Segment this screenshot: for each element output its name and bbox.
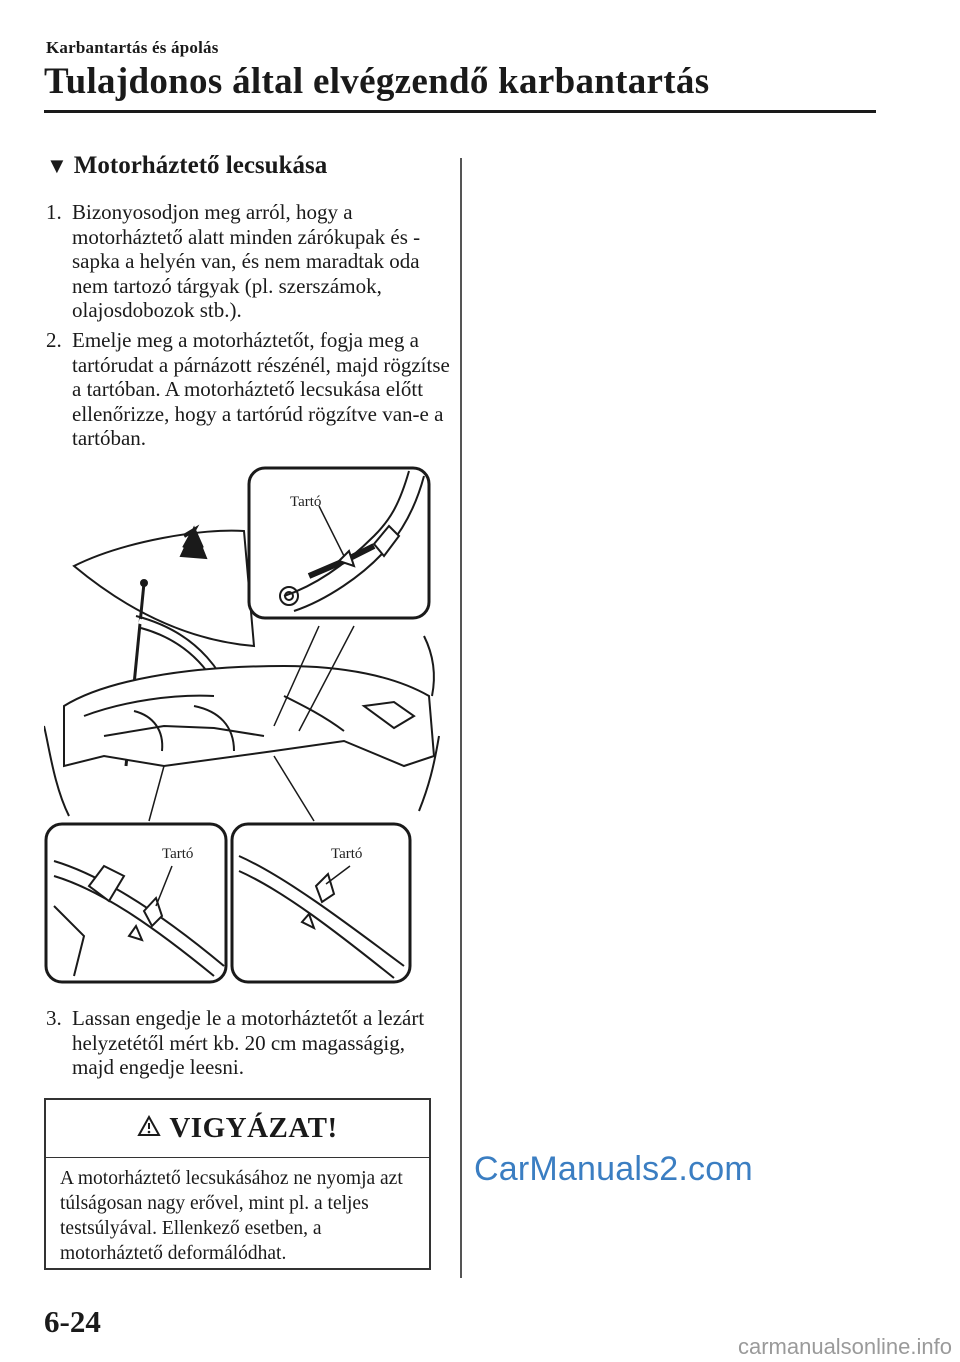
page-number: 6-24: [44, 1304, 101, 1339]
column-divider: [460, 158, 462, 1278]
warning-box: [44, 1098, 431, 1270]
step-number: 1.: [46, 200, 62, 224]
step-number: 3.: [46, 1006, 62, 1030]
figure-label-top: Tartó: [290, 494, 322, 510]
warning-triangle-icon: [137, 1115, 161, 1142]
step-text: Emelje meg a motorháztetőt, fogja meg a tartórudat a párnázott részénél, majd rögzítse a tartóban. A motorháztető lecsukása előtt ellenőrizze, hogy a tartórúd rögzítve van-e a tartóban.: [72, 328, 450, 450]
section-heading: [46, 152, 327, 180]
step-text: Lassan engedje le a motorháztetőt a lezárt helyzetétől mért kb. 20 cm magasságig, majd engedje leesni.: [72, 1006, 425, 1079]
warning-title: VIGYÁZAT!: [169, 1112, 338, 1144]
watermark: CarManuals2.com: [474, 1150, 753, 1188]
title-rule: [44, 110, 876, 113]
warning-header: [46, 1100, 429, 1158]
figure-label-bottom-left: Tartó: [162, 846, 194, 862]
step-2: [46, 328, 451, 451]
step-1: [46, 200, 451, 323]
hood-support-figure: [44, 466, 444, 986]
inset-bottom-right: [232, 824, 410, 982]
step-number: 2.: [46, 328, 62, 352]
inset-bottom-left: [46, 824, 226, 982]
step-text: Bizonyosodjon meg arról, hogy a motorháztető alatt minden zárókupak és -sapka a helyén van, és nem maradtak oda nem tartozó tárgyak (pl. szerszámok, olajosdobozok stb.).: [72, 200, 421, 322]
step-3: [46, 1006, 451, 1080]
section-heading-text: Motorháztető lecsukása: [73, 152, 328, 179]
figure-label-bottom-right: Tartó: [331, 846, 363, 862]
breadcrumb: Karbantartás és ápolás: [46, 38, 219, 57]
triangle-down-icon: ▼: [46, 153, 68, 178]
footer-site-link[interactable]: carmanualsonline.info: [737, 1334, 952, 1359]
warning-text: A motorháztető lecsukásához ne nyomja azt túlságosan nagy erővel, mint pl. a teljes testsúlyával. Ellenkező esetben, a motorháztető deformálódhat.: [60, 1168, 403, 1264]
page-title: Tulajdonos által elvégzendő karbantartás: [44, 61, 710, 102]
